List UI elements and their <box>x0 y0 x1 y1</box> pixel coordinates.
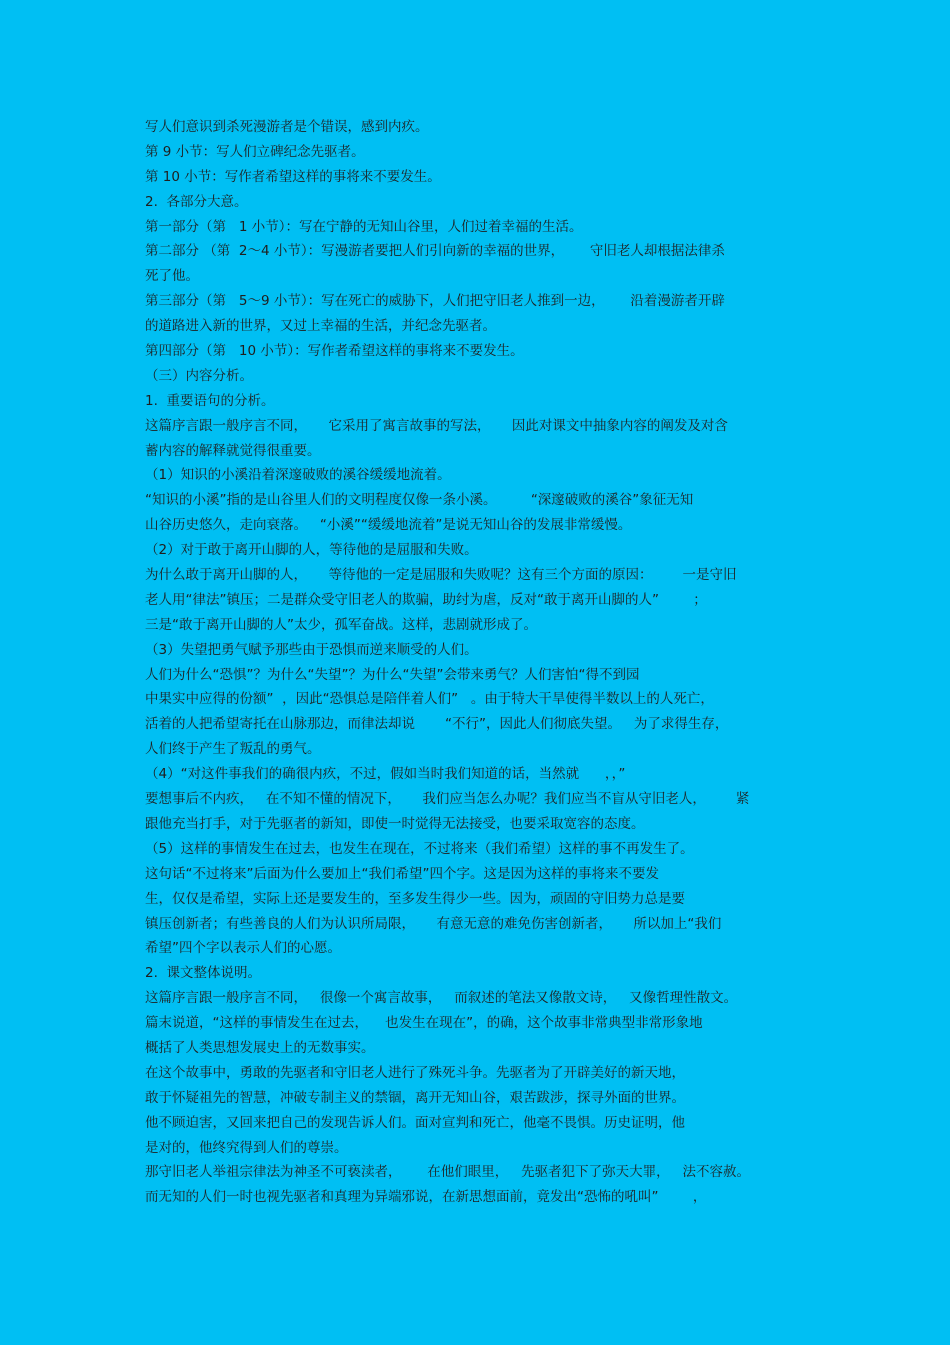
text-line: 跟他充当打手，对于先驱者的新知，即使一时觉得无法接受，也要采取宽容的态度。 <box>145 815 645 832</box>
text-line: 2. 各部分大意。 <box>145 193 248 210</box>
text-line: 人们终于产生了叛乱的勇气。 <box>145 741 321 758</box>
text-line: 为什么敢于离开山脚的人， 等待他的一定是屈服和失败呢？这有三个方面的原因： 一是守旧 <box>145 567 737 584</box>
text-line: 老人用“律法”镇压；二是群众受守旧老人的欺骗，助纣为虐，反对“敢于离开山脚的人” ； <box>145 591 707 608</box>
text-line: 要想事后不内疚， 在不知不懂的情况下， 我们应当怎么办呢？我们应当不盲从守旧老人， 紧 <box>145 791 750 808</box>
text-line: 第三部分（第 5～9 小节）：写在死亡的威胁下，人们把守旧老人推到一边， 沿着漫游者开辟 <box>145 293 725 310</box>
text-line: 的道路进入新的世界，又过上幸福的生活，并纪念先驱者。 <box>145 318 496 335</box>
text-line: 第二部分 （第 2～4 小节）：写漫游者要把人们引向新的幸福的世界， 守旧老人却根据法律杀 <box>145 243 725 260</box>
text-line: 1. 重要语句的分析。 <box>145 392 275 409</box>
text-line: 概括了人类思想发展史上的无数事实。 <box>145 1039 375 1056</box>
text-line: 活着的人把希望寄托在山脉那边，而律法却说 “不行”，因此人们彻底失望。 为了求得生存， <box>145 716 729 733</box>
text-line: （1）知识的小溪沿着深邃破败的溪谷缓缓地流着。 <box>145 467 451 484</box>
text-line: 希望”四个字以表示人们的心愿。 <box>145 940 341 957</box>
text-line: 篇末说道，“这样的事情发生在过去， 也发生在现在”，的确，这个故事非常典型非常形象地 <box>145 1015 703 1032</box>
text-line: 敢于怀疑祖先的智慧，冲破专制主义的禁锢，离开无知山谷，艰苦跋涉，探寻外面的世界。 <box>145 1089 685 1106</box>
text-line: （5）这样的事情发生在过去，也发生在现在，不过将来（我们希望）这样的事不再发生了。 <box>145 840 694 857</box>
text-line: （三）内容分析。 <box>145 367 253 384</box>
text-line: （4）“对这件事我们的确很内疚，不过，假如当时我们知道的话，当然就 ，，” <box>145 766 626 783</box>
text-line: 2. 课文整体说明。 <box>145 965 261 982</box>
text-line: 镇压创新者；有些善良的人们为认识所局限， 有意无意的难免伤害创新者， 所以加上“我们 <box>145 915 722 932</box>
text-line: 三是“敢于离开山脚的人”太少，孤军奋战。这样，悲剧就形成了。 <box>145 616 537 633</box>
text-line: 第四部分（第 10 小节）：写作者希望这样的事将来不要发生。 <box>145 343 524 360</box>
text-line: 人们为什么“恐惧”？为什么“失望”？为什么“失望”会带来勇气？人们害怕“得不到园 <box>145 666 640 683</box>
text-body <box>145 115 815 1210</box>
text-line: 在这个故事中，勇敢的先驱者和守旧老人进行了殊死斗争。先驱者为了开辟美好的新天地， <box>145 1064 685 1081</box>
text-line: 第 9 小节：写人们立碑纪念先驱者。 <box>145 143 365 160</box>
text-line: 而无知的人们一时也视先驱者和真理为异端邪说，在新思想面前，竟发出“恐怖的吼叫” ， <box>145 1189 707 1206</box>
text-line: 山谷历史悠久，走向衰落。 “小溪”“缓缓地流着”是说无知山谷的发展非常缓慢。 <box>145 517 632 534</box>
text-line: 那守旧老人举祖宗律法为神圣不可亵渎者， 在他们眼里， 先驱者犯下了弥天大罪， 法不容赦。 <box>145 1164 750 1181</box>
text-line: 第一部分（第 1 小节）：写在宁静的无知山谷里，人们过着幸福的生活。 <box>145 218 583 235</box>
text-line: 中果实中应得的份额” ，因此“恐惧总是陪伴着人们” 。由于特大干旱使得半数以上的人死亡， <box>145 691 714 708</box>
text-line: 死了他。 <box>145 268 199 285</box>
text-line: 第 10 小节：写作者希望这样的事将来不要发生。 <box>145 168 441 185</box>
text-line: 是对的，他终究得到人们的尊崇。 <box>145 1139 348 1156</box>
text-line: 这篇序言跟一般序言不同， 它采用了寓言故事的写法， 因此对课文中抽象内容的阐发及对含 <box>145 417 728 434</box>
text-line: 这句话“不过将来”后面为什么要加上“我们希望”四个字。这是因为这样的事将来不要发 <box>145 865 659 882</box>
text-line: 写人们意识到杀死漫游者是个错误，感到内疚。 <box>145 119 429 135</box>
text-line: 这篇序言跟一般序言不同， 很像一个寓言故事， 而叙述的笔法又像散文诗， 又像哲理性散文。 <box>145 990 738 1007</box>
text-line: 生，仅仅是希望，实际上还是要发生的，至多发生得少一些。因为，顽固的守旧势力总是要 <box>145 890 685 907</box>
text-line: “知识的小溪”指的是山谷里人们的文明程度仅像一条小溪。 “深邃破败的溪谷”象征无知 <box>145 492 694 509</box>
text-line: 他不顾迫害，又回来把自己的发现告诉人们。面对宣判和死亡，他毫不畏惧。历史证明，他 <box>145 1114 685 1131</box>
text-line: 蓄内容的解释就觉得很重要。 <box>145 442 321 459</box>
text-line: （2）对于敢于离开山脚的人，等待他的是屈服和失败。 <box>145 542 478 559</box>
text-line: （3）失望把勇气赋予那些由于恐惧而逆来顺受的人们。 <box>145 641 478 658</box>
